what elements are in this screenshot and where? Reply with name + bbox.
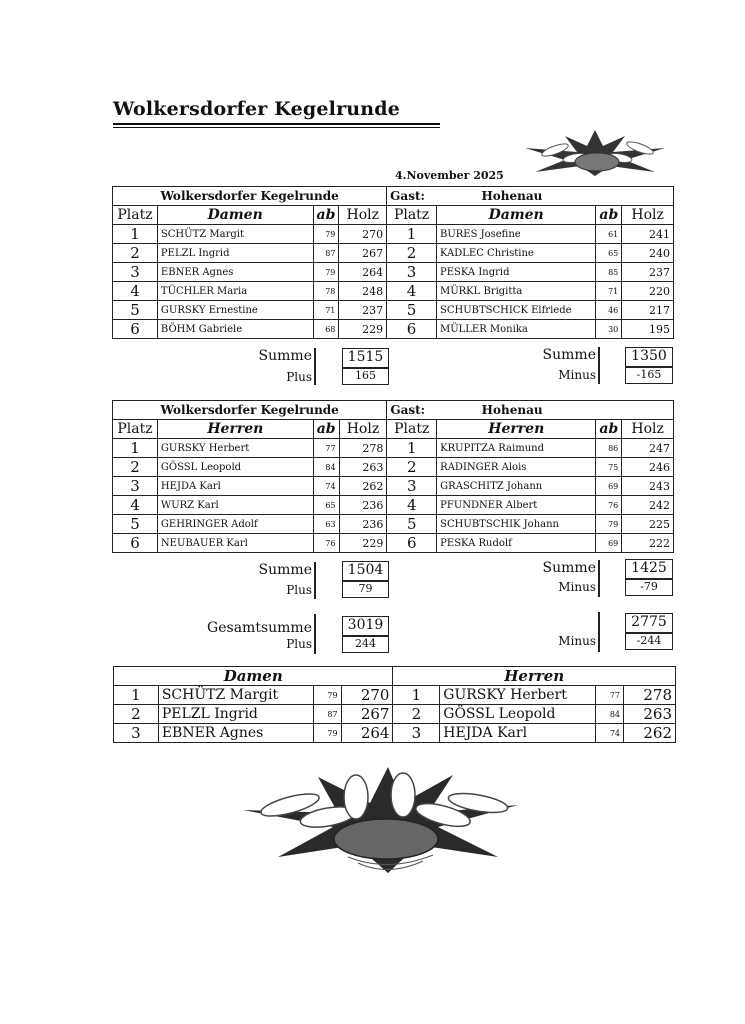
platz-cell: 3: [113, 263, 158, 282]
holz-value: 247: [622, 439, 674, 458]
gesamtsumme-label: Gesamtsumme: [207, 620, 312, 636]
title-underline-thin: [113, 127, 440, 128]
player-name: BÖHM Gabriele: [157, 320, 313, 339]
ab-value: 76: [596, 496, 622, 515]
bowling-pins-large-icon: [238, 765, 528, 875]
ab-value: 71: [313, 301, 339, 320]
holz-value: 243: [622, 477, 674, 496]
player-name: RADINGER Alois: [437, 458, 596, 477]
ab-value: 78: [313, 282, 339, 301]
ab-value: 30: [596, 320, 622, 339]
ab-value: 79: [313, 225, 339, 244]
table-row: [113, 458, 674, 477]
ab-value: 77: [313, 439, 339, 458]
platz-cell: 3: [114, 724, 159, 743]
platz-cell: 1: [113, 439, 158, 458]
herren-summe-label: Summe: [542, 560, 596, 576]
platz-cell: 6: [113, 320, 158, 339]
player-name: NEUBAUER Karl: [157, 534, 313, 553]
platz-cell: 2: [114, 705, 159, 724]
table-row: [113, 496, 674, 515]
ab-value: 63: [313, 515, 339, 534]
player-name: TÜCHLER Maria: [157, 282, 313, 301]
player-name: GURSKY Herbert: [440, 686, 596, 705]
holz-value: 263: [339, 458, 387, 477]
holz-value: 267: [341, 705, 393, 724]
damen-table: [112, 186, 674, 339]
platz-cell: 5: [387, 515, 437, 534]
herren-home-sum: 1504: [342, 561, 389, 581]
holz-value: 248: [339, 282, 387, 301]
herren-guest-sum: 1425: [625, 559, 673, 579]
ab-value: 86: [596, 439, 622, 458]
home-team-header: Wolkersdorfer Kegelrunde: [113, 187, 387, 206]
match-date: 4.November 2025: [395, 169, 504, 182]
table-row: [113, 320, 674, 339]
ab-value: 71: [596, 282, 622, 301]
player-name: MÜRKL Brigitta: [436, 282, 595, 301]
guest-team-header: Hohenau: [437, 401, 674, 420]
table-row: [113, 301, 674, 320]
bowling-pins-small-icon: [515, 128, 675, 178]
holz-value: 241: [622, 225, 674, 244]
platz-cell: 5: [113, 301, 158, 320]
ab-value: 69: [596, 477, 622, 496]
holz-value: 195: [622, 320, 674, 339]
ab-value: 87: [313, 705, 341, 724]
minus-label: Minus: [558, 368, 596, 382]
minus-label: Minus: [558, 634, 596, 648]
player-name: SCHÜTZ Margit: [158, 686, 313, 705]
platz-cell: 6: [113, 534, 158, 553]
holz-value: 267: [339, 244, 387, 263]
player-name: BURES Josefine: [436, 225, 595, 244]
player-name: MÜLLER Monika: [436, 320, 595, 339]
ab-header: ab: [313, 206, 339, 225]
ab-value: 75: [596, 458, 622, 477]
player-name: SCHÜTZ Margit: [157, 225, 313, 244]
platz-cell: 3: [387, 477, 437, 496]
divider: [598, 612, 600, 652]
player-name: PESKA Rudolf: [437, 534, 596, 553]
table-row: [113, 282, 674, 301]
holz-value: 237: [622, 263, 674, 282]
ab-value: 79: [313, 686, 341, 705]
holz-value: 262: [339, 477, 387, 496]
ab-value: 61: [596, 225, 622, 244]
holz-value: 242: [622, 496, 674, 515]
platz-cell: 4: [387, 282, 437, 301]
platz-header: Platz: [113, 420, 158, 439]
ab-value: 79: [313, 724, 341, 743]
ab-header: ab: [596, 420, 622, 439]
table-row: [113, 244, 674, 263]
player-name: HEJDA Karl: [157, 477, 313, 496]
damen-guest-sum: 1350: [625, 347, 673, 367]
total-guest-diff: -244: [625, 633, 673, 650]
total-home-sum: 3019: [342, 616, 389, 636]
player-name: GURSKY Herbert: [157, 439, 313, 458]
table-row: [114, 686, 676, 705]
damen-home-diff: 165: [342, 368, 389, 385]
player-name: EBNER Agnes: [157, 263, 313, 282]
divider: [314, 348, 316, 385]
platz-cell: 3: [113, 477, 158, 496]
player-name: EBNER Agnes: [158, 724, 313, 743]
holz-value: 278: [339, 439, 387, 458]
divider: [314, 614, 316, 654]
player-name: GÖSSL Leopold: [157, 458, 313, 477]
herren-guest-diff: -79: [625, 579, 673, 596]
platz-header: Platz: [387, 206, 437, 225]
player-name: GRASCHITZ Johann: [437, 477, 596, 496]
plus-label: Plus: [286, 370, 312, 384]
platz-cell: 4: [113, 282, 158, 301]
herren-header: Herren: [437, 420, 596, 439]
player-name: PFUNDNER Albert: [437, 496, 596, 515]
best-herren-header: Herren: [393, 667, 676, 686]
plus-label: Plus: [286, 583, 312, 597]
player-name: PELZL Ingrid: [158, 705, 313, 724]
platz-cell: 2: [387, 244, 437, 263]
platz-cell: 5: [113, 515, 158, 534]
table-row: [113, 225, 674, 244]
ab-value: 65: [596, 244, 622, 263]
ab-value: 76: [313, 534, 339, 553]
holz-value: 262: [624, 724, 676, 743]
damen-guest-diff: -165: [625, 367, 673, 384]
page-title: Wolkersdorfer Kegelrunde: [113, 98, 401, 120]
herren-home-diff: 79: [342, 581, 389, 598]
divider: [598, 560, 600, 597]
platz-cell: 4: [113, 496, 158, 515]
ab-header: ab: [313, 420, 339, 439]
damen-summe-label: Summe: [258, 348, 312, 364]
holz-value: 264: [339, 263, 387, 282]
platz-cell: 3: [393, 724, 440, 743]
holz-value: 263: [624, 705, 676, 724]
ab-value: 77: [596, 686, 624, 705]
ab-value: 84: [596, 705, 624, 724]
platz-cell: 6: [387, 534, 437, 553]
ab-value: 68: [313, 320, 339, 339]
table-row: [114, 705, 676, 724]
holz-value: 237: [339, 301, 387, 320]
damen-header: Damen: [157, 206, 313, 225]
table-row: [113, 515, 674, 534]
holz-value: 278: [624, 686, 676, 705]
ab-value: 79: [596, 515, 622, 534]
holz-value: 220: [622, 282, 674, 301]
platz-cell: 1: [113, 225, 158, 244]
herren-table: [112, 400, 674, 553]
minus-label: Minus: [558, 580, 596, 594]
platz-header: Platz: [113, 206, 158, 225]
ab-value: 85: [596, 263, 622, 282]
platz-cell: 1: [387, 225, 437, 244]
damen-header: Damen: [436, 206, 595, 225]
total-home-diff: 244: [342, 636, 389, 653]
holz-value: 236: [339, 515, 387, 534]
ab-value: 46: [596, 301, 622, 320]
player-name: PESKA Ingrid: [436, 263, 595, 282]
ab-value: 79: [313, 263, 339, 282]
player-name: KADLEC Christine: [436, 244, 595, 263]
guest-label: Gast:: [387, 401, 437, 420]
ab-value: 74: [313, 477, 339, 496]
holz-value: 270: [341, 686, 393, 705]
title-underline: [113, 123, 440, 125]
holz-header: Holz: [339, 420, 387, 439]
holz-value: 270: [339, 225, 387, 244]
platz-cell: 2: [113, 244, 158, 263]
best-players-table: [113, 666, 676, 743]
table-row: [114, 724, 676, 743]
ab-value: 69: [596, 534, 622, 553]
platz-cell: 1: [387, 439, 437, 458]
ab-value: 65: [313, 496, 339, 515]
holz-value: 229: [339, 534, 387, 553]
holz-value: 229: [339, 320, 387, 339]
platz-cell: 3: [387, 263, 437, 282]
herren-summe-label: Summe: [258, 562, 312, 578]
divider: [314, 562, 316, 599]
ab-value: 74: [596, 724, 624, 743]
holz-value: 222: [622, 534, 674, 553]
platz-cell: 2: [393, 705, 440, 724]
table-row: [113, 534, 674, 553]
holz-value: 225: [622, 515, 674, 534]
home-team-header: Wolkersdorfer Kegelrunde: [113, 401, 387, 420]
holz-value: 236: [339, 496, 387, 515]
guest-label: Gast:: [387, 187, 437, 206]
player-name: SCHUBTSCHICK Elfriede: [436, 301, 595, 320]
ab-value: 84: [313, 458, 339, 477]
player-name: WURZ Karl: [157, 496, 313, 515]
ab-value: 87: [313, 244, 339, 263]
table-row: [113, 263, 674, 282]
holz-value: 240: [622, 244, 674, 263]
holz-value: 217: [622, 301, 674, 320]
platz-cell: 5: [387, 301, 437, 320]
herren-header: Herren: [157, 420, 313, 439]
platz-cell: 1: [114, 686, 159, 705]
platz-cell: 2: [387, 458, 437, 477]
player-name: GURSKY Ernestine: [157, 301, 313, 320]
player-name: PELZL Ingrid: [157, 244, 313, 263]
player-name: GEHRINGER Adolf: [157, 515, 313, 534]
ab-header: ab: [596, 206, 622, 225]
platz-cell: 6: [387, 320, 437, 339]
table-row: [113, 439, 674, 458]
holz-header: Holz: [339, 206, 387, 225]
damen-home-sum: 1515: [342, 348, 389, 368]
best-damen-header: Damen: [114, 667, 393, 686]
holz-value: 246: [622, 458, 674, 477]
guest-team-header: Hohenau: [436, 187, 673, 206]
platz-header: Platz: [387, 420, 437, 439]
platz-cell: 4: [387, 496, 437, 515]
damen-summe-label: Summe: [542, 347, 596, 363]
divider: [598, 347, 600, 384]
platz-cell: 1: [393, 686, 440, 705]
plus-label: Plus: [286, 637, 312, 651]
player-name: GÖSSL Leopold: [440, 705, 596, 724]
total-guest-sum: 2775: [625, 613, 673, 633]
table-row: [113, 477, 674, 496]
holz-value: 264: [341, 724, 393, 743]
player-name: HEJDA Karl: [440, 724, 596, 743]
player-name: SCHUBTSCHIK Johann: [437, 515, 596, 534]
platz-cell: 2: [113, 458, 158, 477]
holz-header: Holz: [622, 420, 674, 439]
player-name: KRUPITZA Raimund: [437, 439, 596, 458]
holz-header: Holz: [622, 206, 674, 225]
